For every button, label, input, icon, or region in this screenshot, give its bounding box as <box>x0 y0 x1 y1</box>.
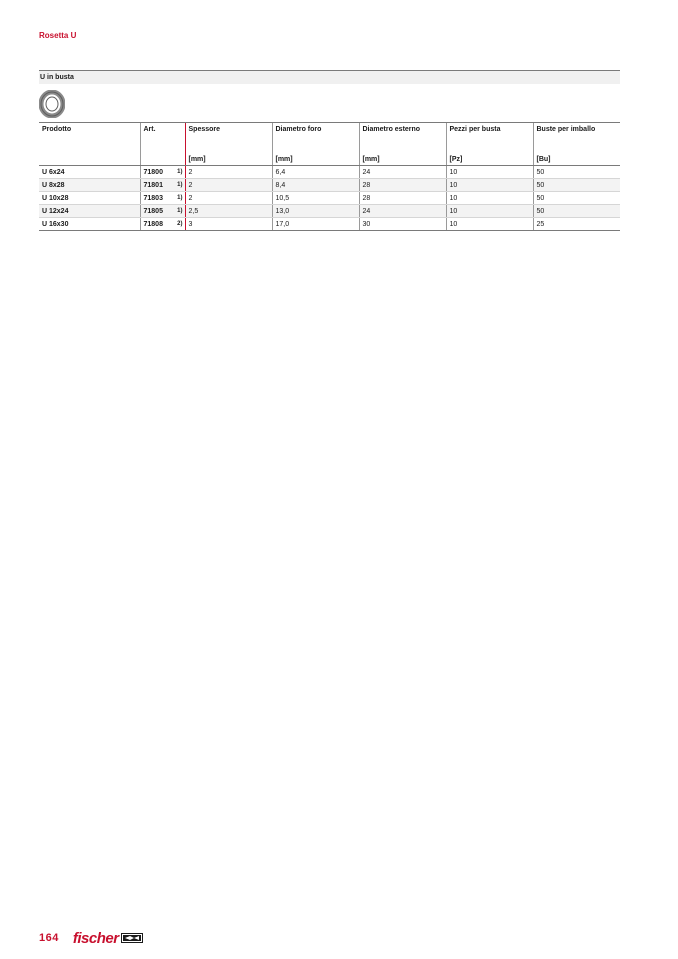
footnote-marker: 2) <box>177 221 183 227</box>
art-number: 71803 <box>143 194 163 202</box>
art-number: 71805 <box>143 207 163 215</box>
table-row <box>39 192 620 205</box>
page-footer <box>39 928 143 948</box>
cell-pieces-per-bag: 10 <box>446 192 533 205</box>
cell-thickness: 2 <box>185 166 272 179</box>
header-art: Art. <box>140 123 185 151</box>
cell-product: U 16x30 <box>39 218 140 231</box>
cell-product: U 6x24 <box>39 166 140 179</box>
table-row <box>39 166 620 179</box>
page-header-title: Rosetta U <box>39 31 77 40</box>
cell-product: U 12x24 <box>39 205 140 218</box>
table-row <box>39 179 620 192</box>
table-row <box>39 218 620 231</box>
cell-art <box>140 205 185 218</box>
unit-art <box>140 150 185 166</box>
section-title: U in busta <box>39 70 620 84</box>
cell-pieces-per-bag: 10 <box>446 166 533 179</box>
footnote-marker: 1) <box>177 195 183 201</box>
cell-art <box>140 192 185 205</box>
product-image <box>39 90 620 120</box>
cell-art <box>140 218 185 231</box>
cell-outer-diameter: 28 <box>359 192 446 205</box>
header-pezzi-per-busta: Pezzi per busta <box>446 123 533 151</box>
cell-hole-diameter: 6,4 <box>272 166 359 179</box>
product-section <box>39 70 620 231</box>
unit-pezzi-per-busta: [Pz] <box>446 150 533 166</box>
cell-bags-per-pack: 50 <box>533 179 620 192</box>
unit-buste-per-imballo: [Bu] <box>533 150 620 166</box>
footnote-marker: 1) <box>177 208 183 214</box>
fischer-logo <box>73 930 143 947</box>
cell-outer-diameter: 28 <box>359 179 446 192</box>
table-units-row <box>39 150 620 166</box>
cell-pieces-per-bag: 10 <box>446 179 533 192</box>
cell-product: U 10x28 <box>39 192 140 205</box>
brand-wordmark: fischer <box>72 929 119 947</box>
unit-diametro-foro: [mm] <box>272 150 359 166</box>
page-number: 164 <box>39 932 59 944</box>
cell-bags-per-pack: 25 <box>533 218 620 231</box>
header-spessore: Spessore <box>185 123 272 151</box>
cell-thickness: 2,5 <box>185 205 272 218</box>
cell-hole-diameter: 17,0 <box>272 218 359 231</box>
cell-hole-diameter: 10,5 <box>272 192 359 205</box>
unit-spessore: [mm] <box>185 150 272 166</box>
cell-pieces-per-bag: 10 <box>446 218 533 231</box>
cell-thickness: 2 <box>185 192 272 205</box>
art-number: 71801 <box>143 181 163 189</box>
cell-product: U 8x28 <box>39 179 140 192</box>
footnote-marker: 1) <box>177 169 183 175</box>
cell-art <box>140 166 185 179</box>
header-buste-per-imballo: Buste per imballo <box>533 123 620 151</box>
cell-thickness: 3 <box>185 218 272 231</box>
cell-hole-diameter: 13,0 <box>272 205 359 218</box>
cell-bags-per-pack: 50 <box>533 166 620 179</box>
cell-outer-diameter: 24 <box>359 166 446 179</box>
brand-emblem-icon <box>121 933 143 943</box>
header-diametro-esterno: Diametro esterno <box>359 123 446 151</box>
table-header-row <box>39 123 620 151</box>
table-row <box>39 205 620 218</box>
cell-hole-diameter: 8,4 <box>272 179 359 192</box>
washer-icon <box>39 90 65 118</box>
cell-art <box>140 179 185 192</box>
cell-bags-per-pack: 50 <box>533 192 620 205</box>
cell-outer-diameter: 24 <box>359 205 446 218</box>
header-prodotto: Prodotto <box>39 123 140 151</box>
art-number: 71800 <box>143 168 163 176</box>
unit-diametro-esterno: [mm] <box>359 150 446 166</box>
cell-outer-diameter: 30 <box>359 218 446 231</box>
footnote-marker: 1) <box>177 182 183 188</box>
cell-pieces-per-bag: 10 <box>446 205 533 218</box>
art-number: 71808 <box>143 220 163 228</box>
cell-thickness: 2 <box>185 179 272 192</box>
product-table <box>39 122 620 231</box>
unit-prodotto <box>39 150 140 166</box>
header-diametro-foro: Diametro foro <box>272 123 359 151</box>
cell-bags-per-pack: 50 <box>533 205 620 218</box>
